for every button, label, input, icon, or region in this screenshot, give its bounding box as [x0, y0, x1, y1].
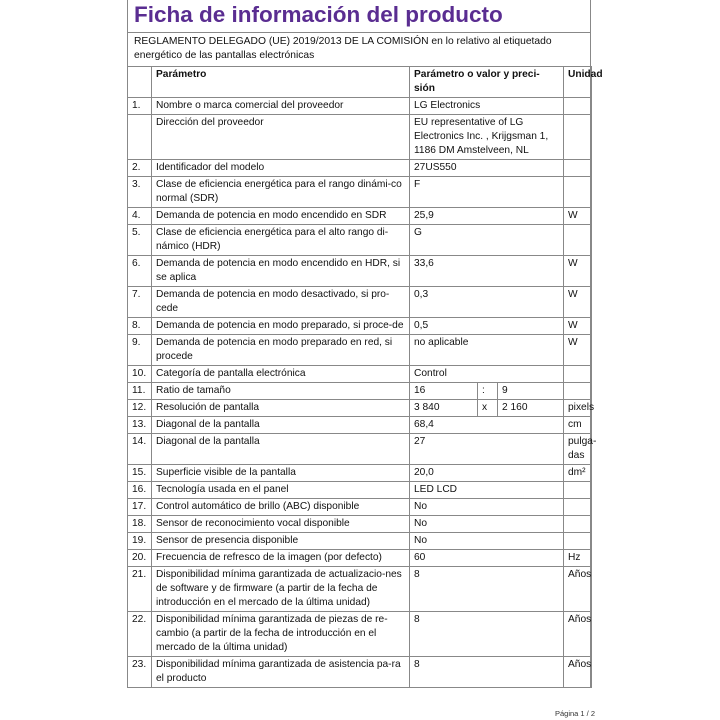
row-parameter: Frecuencia de refresco de la imagen (por defecto)	[152, 550, 410, 567]
row-value: 27US550	[410, 160, 564, 177]
row-number: 13.	[128, 417, 152, 434]
row-parameter: Demanda de potencia en modo encendido en HDR, si se aplica	[152, 256, 410, 287]
row-number: 5.	[128, 225, 152, 256]
table-row	[128, 657, 592, 688]
row-parameter: Demanda de potencia en modo preparado, si proce-de	[152, 318, 410, 335]
row-value: 20,0	[410, 465, 564, 482]
row-number: 20.	[128, 550, 152, 567]
table-row	[128, 115, 592, 160]
table-row	[128, 417, 592, 434]
table-row	[128, 177, 592, 208]
table-row	[128, 160, 592, 177]
row-unit	[564, 366, 592, 383]
row-unit	[564, 383, 592, 400]
table-row	[128, 335, 592, 366]
row-number: 19.	[128, 533, 152, 550]
row-parameter: Dirección del proveedor	[152, 115, 410, 160]
row-number: 17.	[128, 499, 152, 516]
row-parameter: Sensor de reconocimiento vocal disponible	[152, 516, 410, 533]
table-row	[128, 533, 592, 550]
row-unit: pixels	[564, 400, 592, 417]
row-value-right: 2 160	[498, 400, 564, 417]
page-number: Página 1 / 2	[554, 709, 595, 718]
row-value: No	[410, 516, 564, 533]
row-parameter: Tecnología usada en el panel	[152, 482, 410, 499]
row-unit	[564, 499, 592, 516]
row-parameter: Demanda de potencia en modo desactivado, si pro-cede	[152, 287, 410, 318]
row-unit: Hz	[564, 550, 592, 567]
row-value: 8	[410, 567, 564, 612]
row-value: 27	[410, 434, 564, 465]
table-row	[128, 499, 592, 516]
table-row	[128, 550, 592, 567]
row-parameter: Demanda de potencia en modo encendido en SDR	[152, 208, 410, 225]
row-unit: W	[564, 208, 592, 225]
row-unit: W	[564, 287, 592, 318]
header-number	[128, 67, 152, 98]
regulation-subtitle: REGLAMENTO DELEGADO (UE) 2019/2013 DE LA COMISIÓN en lo relativo al etiquetado energético de las pantallas electrónicas	[134, 36, 552, 61]
row-value: No	[410, 533, 564, 550]
row-value: 0,5	[410, 318, 564, 335]
row-unit: W	[564, 256, 592, 287]
header-parameter: Parámetro	[152, 67, 410, 98]
row-value: LG Electronics	[410, 98, 564, 115]
row-unit: W	[564, 335, 592, 366]
row-unit	[564, 98, 592, 115]
row-unit: dm²	[564, 465, 592, 482]
row-parameter: Demanda de potencia en modo preparado en red, si procede	[152, 335, 410, 366]
row-value-separator: :	[478, 383, 498, 400]
row-unit: cm	[564, 417, 592, 434]
row-value-right: 9	[498, 383, 564, 400]
row-number: 4.	[128, 208, 152, 225]
row-number: 1.	[128, 98, 152, 115]
title-divider	[127, 32, 591, 33]
table-row	[128, 98, 592, 115]
row-parameter: Disponibilidad mínima garantizada de actualizacio-nes de software y de firmware (a partir de la fecha de introducción en el mercado de la última unidad)	[152, 567, 410, 612]
table-row	[128, 465, 592, 482]
table-row	[128, 516, 592, 533]
row-value: 0,3	[410, 287, 564, 318]
row-unit: Años	[564, 612, 592, 657]
row-parameter: Resolución de pantalla	[152, 400, 410, 417]
row-value: EU representative of LG Electronics Inc. , Krijgsman 1, 1186 DM Amstelveen, NL	[410, 115, 564, 160]
header-unit: Unidad	[564, 67, 592, 98]
row-number: 9.	[128, 335, 152, 366]
row-value: 33,6	[410, 256, 564, 287]
row-value: G	[410, 225, 564, 256]
row-parameter: Categoría de pantalla electrónica	[152, 366, 410, 383]
row-parameter: Disponibilidad mínima garantizada de piezas de re-cambio (a partir de la fecha de introducción en el mercado de la última unidad)	[152, 612, 410, 657]
table-row	[128, 256, 592, 287]
row-number: 14.	[128, 434, 152, 465]
row-unit	[564, 115, 592, 160]
row-unit	[564, 482, 592, 499]
row-parameter: Identificador del modelo	[152, 160, 410, 177]
row-parameter: Diagonal de la pantalla	[152, 434, 410, 465]
row-number: 2.	[128, 160, 152, 177]
product-info-table	[127, 66, 603, 688]
row-unit	[564, 225, 592, 256]
table-row	[128, 208, 592, 225]
row-value-left: 16	[410, 383, 478, 400]
table-header-row	[128, 67, 592, 98]
row-unit	[564, 516, 592, 533]
table-row	[128, 612, 592, 657]
row-value: 8	[410, 612, 564, 657]
row-parameter: Sensor de presencia disponible	[152, 533, 410, 550]
row-unit	[564, 160, 592, 177]
row-number: 8.	[128, 318, 152, 335]
row-number: 12.	[128, 400, 152, 417]
row-value: LED LCD	[410, 482, 564, 499]
row-parameter: Diagonal de la pantalla	[152, 417, 410, 434]
row-number: 16.	[128, 482, 152, 499]
row-value-left: 3 840	[410, 400, 478, 417]
table-row	[128, 383, 592, 400]
row-number: 21.	[128, 567, 152, 612]
row-unit	[564, 177, 592, 208]
row-value: 25,9	[410, 208, 564, 225]
table-row	[128, 318, 592, 335]
row-unit	[564, 533, 592, 550]
header-value: Parámetro o valor y preci-sión	[410, 67, 564, 98]
row-parameter: Nombre o marca comercial del proveedor	[152, 98, 410, 115]
row-value: 8	[410, 657, 564, 688]
row-parameter: Disponibilidad mínima garantizada de asistencia pa-ra el producto	[152, 657, 410, 688]
row-number: 11.	[128, 383, 152, 400]
row-number: 22.	[128, 612, 152, 657]
row-unit: Años	[564, 567, 592, 612]
row-parameter: Ratio de tamaño	[152, 383, 410, 400]
row-value: 60	[410, 550, 564, 567]
row-number: 23.	[128, 657, 152, 688]
row-parameter: Clase de eficiencia energética para el alto rango di-námico (HDR)	[152, 225, 410, 256]
row-value-separator: x	[478, 400, 498, 417]
row-parameter: Control automático de brillo (ABC) disponible	[152, 499, 410, 516]
row-value: No	[410, 499, 564, 516]
row-unit: Años	[564, 657, 592, 688]
row-unit: W	[564, 318, 592, 335]
row-parameter: Clase de eficiencia energética para el rango dinámi-co normal (SDR)	[152, 177, 410, 208]
row-parameter: Superficie visible de la pantalla	[152, 465, 410, 482]
table-row	[128, 434, 592, 465]
table-row	[128, 567, 592, 612]
row-number: 3.	[128, 177, 152, 208]
row-unit: pulga-das	[564, 434, 592, 465]
row-value: no aplicable	[410, 335, 564, 366]
page-title: Ficha de información del producto	[134, 2, 503, 27]
row-number: 6.	[128, 256, 152, 287]
row-number: 10.	[128, 366, 152, 383]
table-row	[128, 366, 592, 383]
row-value: 68,4	[410, 417, 564, 434]
table-row	[128, 482, 592, 499]
row-value: Control	[410, 366, 564, 383]
row-value: F	[410, 177, 564, 208]
table-row	[128, 400, 592, 417]
table-row	[128, 225, 592, 256]
table-row	[128, 287, 592, 318]
row-number	[128, 115, 152, 160]
row-number: 15.	[128, 465, 152, 482]
row-number: 18.	[128, 516, 152, 533]
row-number: 7.	[128, 287, 152, 318]
